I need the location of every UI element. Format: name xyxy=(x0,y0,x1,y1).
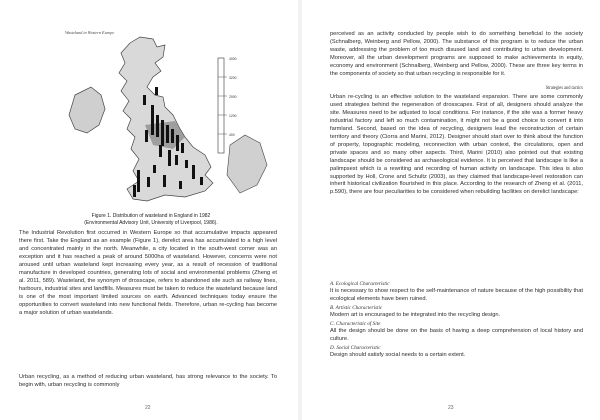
left-paragraph-1: The Industrial Revolution first occurred in Western Europe so that accumulative impacts appeared there first. Take the England as an example (Figure 1), derelict area has accumulated to a high level and concentrated mainly in the north. Meanwhile, a city located in the south-west corner was an exception and it has reached a peak of around 5000ha of wasteland. However, concerns were not aroused until urban wasteland kept increasing every year, as a result of recession of traditional manufacture in developed countries, generating lots of social and environmental problems (Zheng et al. 2011, 589). Wasteland, the synonym of drosscape, refers to abandoned site such as railway lines, harbours, industrial sites and landfills. Measures must be taken to reduce the wasteland because land is one of the most important limited sources on earth. Advanced techniques today ensure the opportunities to convert wasteland into new functional fields. Therefore, urban re-cycling has become a major solution of urban wastelands. xyxy=(19,230,277,316)
characteristic-text: Design should satisfy social needs to a certain extent. xyxy=(330,351,466,358)
scale-label: 3200 xyxy=(229,76,237,80)
left-page xyxy=(0,0,298,420)
england-map-image xyxy=(35,25,280,215)
caption-line-2: (Environmental Advisory Unit, University of Liverpool, 1986). xyxy=(84,220,218,226)
page-number-left: 22 xyxy=(145,405,151,411)
left-paragraph-2: Urban recycling, as a method of reducing urban wasteland, has strong relevance to the society. To begin with, urban recycling is commonly xyxy=(19,374,277,388)
scale-label: 400 xyxy=(229,133,235,137)
characteristic-title: D. Social Characteristic xyxy=(330,344,381,351)
ireland-landmass xyxy=(69,87,105,133)
europe-coast xyxy=(227,135,267,193)
caption-line-1: Figure 1. Distribution of wasteland in England in 1982 xyxy=(91,213,211,219)
wasteland-map-figure xyxy=(35,25,280,215)
characteristics-list xyxy=(330,280,583,360)
scale-label: 2000 xyxy=(229,95,237,99)
figure-caption xyxy=(35,213,268,227)
characteristic-title: C. Characteristic of Site xyxy=(330,320,381,327)
right-paragraph-1: perceived as an activity conducted by people wish to do something beneficial to the society (Schnalberg, Weinberg and Pellow, 2000). The substance of this program is to reduce the urban waste, addressing the problem of too much disused land and contributing to urban development. Moreover, all the urban development programs are supposed to make achievements in equity, economy and environment (Schnalberg, Weinberg and Pellow, 2000). These are three key terms in the components of society so that urban recycling is responsible for it. xyxy=(330,31,583,77)
characteristic-title: B. Artistic Characteristic xyxy=(330,304,383,311)
characteristic-text: All the design should be done on the basis of having a deep comprehension of local history and culture. xyxy=(330,327,583,342)
scale-label: 4000 xyxy=(229,57,237,61)
right-page xyxy=(302,0,600,420)
scale-bar xyxy=(218,57,237,153)
scale-label: 1200 xyxy=(229,114,237,118)
page-number-right: 23 xyxy=(448,405,454,411)
characteristic-text: Modern art is encouraged to be integrated into the recycling design. xyxy=(330,311,501,318)
section-heading: Strategies and tactics xyxy=(545,85,583,91)
characteristic-title: A. Ecological Characteristic xyxy=(330,281,390,287)
right-paragraph-2: Urban re-cycling is an effective solution to the wasteland expansion. There are some commonly used strategies behind the regeneration of drosscapes. First of all, designers should analyze the site. Measures need to be adjusted to local conditions. For instance, if the site was a former heavy industrial factory and left so much contamination, it might not be a good choice to convert it into farmland. Second, based on the idea of recycling, designers lead the reconstruction of certain territory and theory (Ciorra and Marini, 2012). Designer should start over to think about the function of property, topographic modeling, reconnection with urban context, the circulations, open and private spaces and so many other aspects. Third, Marini (2010) also pointed out that existing landscape should be considered as archaeological evidence. It is perceived that landscape is like a palimpsest which is a rewriting and recording of human activity on landscape. This idea is also supported by Holl, Crone and Schultz (2003), as they claimed that landscape-level restoration can inherit historical civilization flourished in this place. According to the research of Zheng et al. (2011, p.590), there are four peculiarities to be considered when rebuilding facilities on derelict landscape: xyxy=(330,94,583,196)
figure-title: Wasteland in Western Europe xyxy=(65,30,115,35)
characteristic-text: It is necessary to show respect to the self-maintenance of nature because of the high possibility that ecological elements have been ruined. xyxy=(330,288,583,302)
